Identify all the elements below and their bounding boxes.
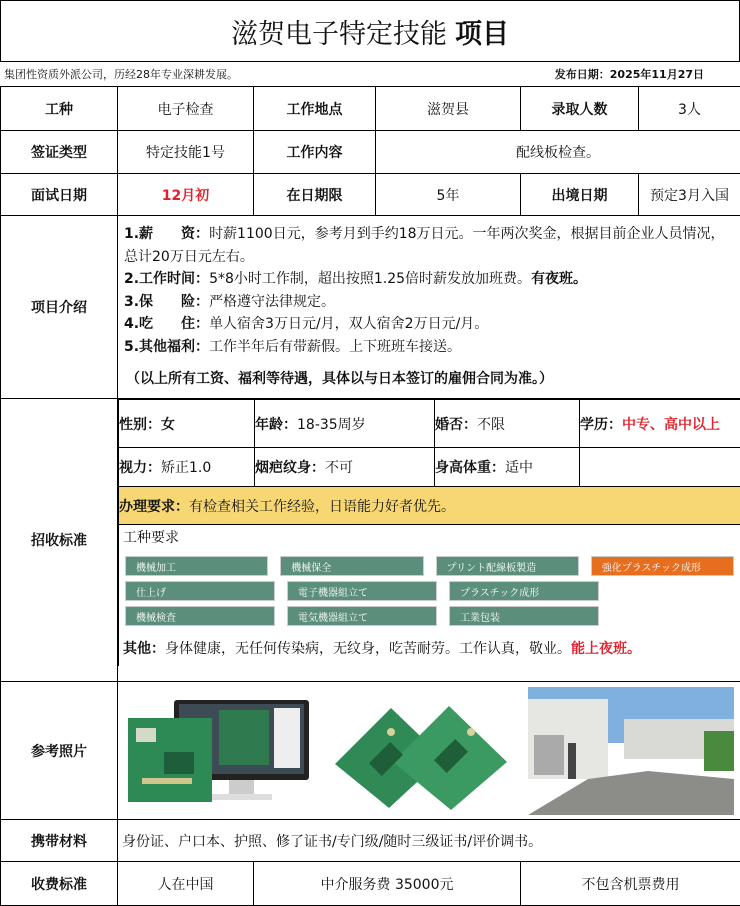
job-type-chip: 電子機器組立て (287, 581, 437, 601)
other-requirements: 其他：身体健康，无任何传染病，无纹身，吃苦耐劳。工作认真，敬业。能上夜班。 (123, 641, 641, 657)
job-type-chip: 電気機器組立て (287, 606, 437, 626)
chip-row-1 (125, 556, 734, 576)
requirements-content (118, 399, 740, 682)
hire-count-value: 3人 (639, 87, 740, 131)
marital: 婚否：不限 (435, 400, 580, 448)
job-type-chip: 機械検査 (125, 606, 275, 626)
job-type-chip: 工業包装 (449, 606, 599, 626)
photo-monitor-pcb (124, 692, 314, 810)
company-note: 集团性资质外派公司，历经28年专业深耕发展。 (4, 68, 238, 81)
gender: 性别：女 (119, 400, 255, 448)
photos-label: 参考照片 (1, 682, 118, 820)
row-materials (1, 820, 740, 862)
departure-value: 预定3月入国 (639, 174, 740, 216)
intro-note: （以上所有工资、福利等待遇，具体以与日本签订的雇佣合同为准。） (126, 371, 553, 388)
scar-tattoo: 烟疤纹身：不可 (255, 448, 435, 487)
row-intro (1, 216, 740, 399)
work-content-value: 配线板检查。 (376, 131, 740, 174)
intro-benefit: 5.其他福利：工作半年后有带薪假。上下班班车接送。 (124, 338, 462, 355)
chip-row-2 (125, 581, 734, 601)
chip-row-3 (125, 606, 734, 626)
intro-hours: 2.工作时间：5*8小时工作制，超出按照1.25倍时薪发放加班费。有夜班。 (124, 271, 588, 288)
process-requirement: 办理要求：有检查相关工作经验，日语能力好者优先。 (119, 487, 740, 525)
education: 学历：中专、高中以上 (580, 400, 740, 448)
requirements-label: 招收标准 (1, 399, 118, 682)
job-type-chip: プリント配線板製造 (436, 556, 579, 576)
fee-airfare: 不包含机票费用 (521, 862, 740, 906)
materials-value: 身份证、户口本、护照、修了证书/专门级/随时三级证书/评价调书。 (118, 820, 740, 862)
intro-label: 项目介绍 (1, 216, 118, 399)
fee-in-china: 人在中国 (118, 862, 254, 906)
row-dates (1, 174, 740, 216)
term-value: 5年 (376, 174, 521, 216)
materials-label: 携带材料 (1, 820, 118, 862)
location-label: 工作地点 (254, 87, 376, 131)
location-value: 滋贺县 (376, 87, 521, 131)
photo-factory (528, 687, 734, 815)
photos-content (118, 682, 740, 820)
age: 年龄：18-35周岁 (255, 400, 435, 448)
job-type-chip: 機械加工 (125, 556, 268, 576)
requirements-grid (118, 399, 740, 666)
interview-label: 面试日期 (1, 174, 118, 216)
subheader (0, 62, 740, 86)
work-content-label: 工作内容 (254, 131, 376, 174)
hire-count-label: 录取人数 (521, 87, 639, 131)
job-type-value: 电子检查 (118, 87, 254, 131)
term-label: 在日期限 (254, 174, 376, 216)
publish-date: 发布日期：2025年11月27日 (554, 68, 704, 81)
height-weight: 身高体重：适中 (435, 448, 580, 487)
intro-insurance: 3.保 险：严格遵守法律规定。 (124, 293, 336, 310)
job-type-label: 工种 (1, 87, 118, 131)
job-type-req-title: 工种要求 (123, 530, 179, 546)
visa-label: 签证类型 (1, 131, 118, 174)
row-job (1, 87, 740, 131)
fees-label: 收费标准 (1, 862, 118, 906)
intro-housing: 4.吃 住：单人宿舍3万日元/月，双人宿舍2万日元/月。 (124, 316, 489, 333)
job-type-chips (119, 547, 740, 634)
intro-salary: 1.薪 资：时薪1100日元，参考月到手约18万日元。一年两次奖金，根据目前企业人员情况，总计20万日元左右。 (124, 226, 725, 265)
job-type-requirements (119, 525, 740, 667)
vision: 视力：矫正1.0 (119, 448, 255, 487)
empty-cell (580, 448, 740, 487)
intro-content (118, 216, 740, 399)
job-type-chip: 仕上げ (125, 581, 275, 601)
job-type-chip: プラスチック成形 (449, 581, 599, 601)
page-title (0, 0, 740, 62)
info-table (0, 86, 740, 906)
title-main: 滋贺电子特定技能 (231, 18, 447, 50)
job-type-chip: 強化プラスチック成形 (591, 556, 734, 576)
photo-pcb-boards (331, 692, 511, 810)
row-requirements (1, 399, 740, 682)
row-photos (1, 682, 740, 820)
title-suffix: 项目 (455, 18, 509, 50)
row-visa (1, 131, 740, 174)
departure-label: 出境日期 (521, 174, 639, 216)
row-fees (1, 862, 740, 906)
job-type-chip: 機械保全 (280, 556, 423, 576)
fee-service: 中介服务费 35000元 (254, 862, 521, 906)
visa-value: 特定技能1号 (118, 131, 254, 174)
interview-value: 12月初 (118, 174, 254, 216)
